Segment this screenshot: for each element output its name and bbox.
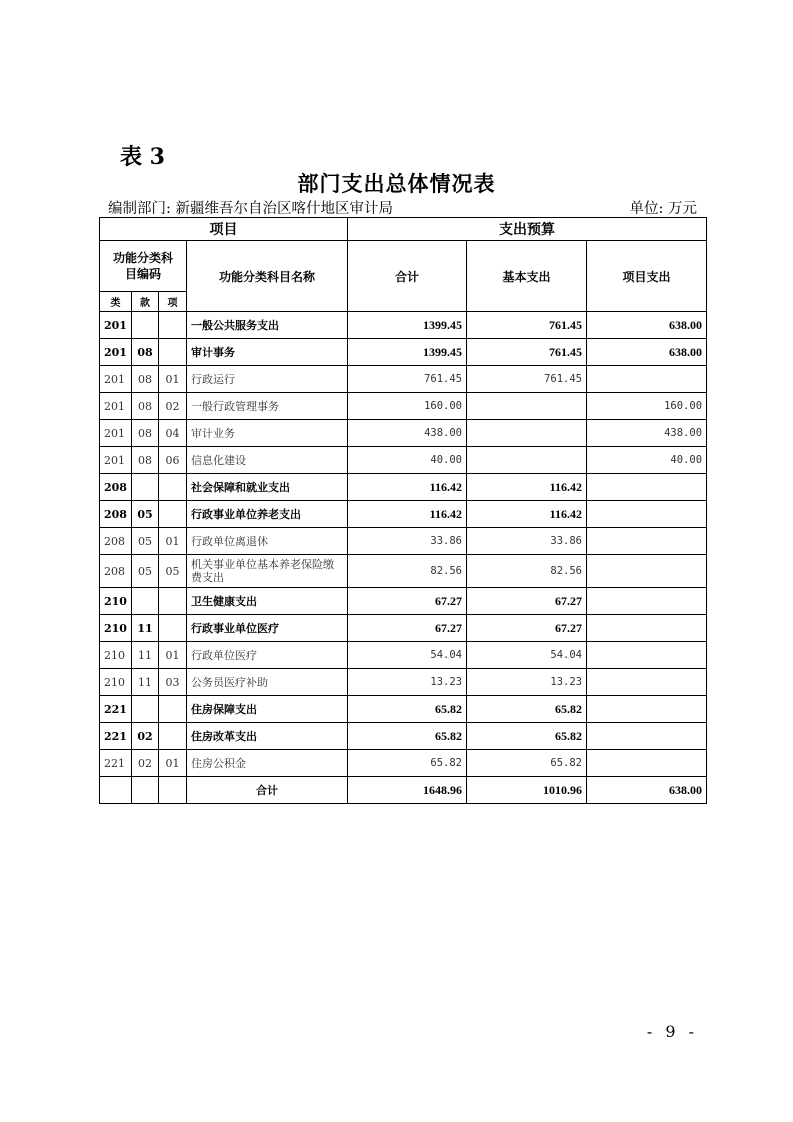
table-row xyxy=(100,528,707,555)
page-title: 部门支出总体情况表 xyxy=(297,171,496,196)
code-kuan: 08 xyxy=(132,447,159,474)
code-xiang: 03 xyxy=(159,669,187,696)
total-value: 761.45 xyxy=(348,366,467,393)
table-row xyxy=(100,312,707,339)
code-lei: 208 xyxy=(100,528,132,555)
basic-value: 65.82 xyxy=(467,723,587,750)
code-lei: 208 xyxy=(100,501,132,528)
item-name: 公务员医疗补助 xyxy=(187,669,348,696)
table-row xyxy=(100,669,707,696)
item-name: 行政单位医疗 xyxy=(187,642,348,669)
code-lei: 201 xyxy=(100,420,132,447)
item-name: 行政事业单位养老支出 xyxy=(187,501,348,528)
item-name: 社会保障和就业支出 xyxy=(187,474,348,501)
total-value: 65.82 xyxy=(348,696,467,723)
code-lei: 201 xyxy=(100,366,132,393)
code-xiang: 01 xyxy=(159,366,187,393)
item-name: 信息化建设 xyxy=(187,447,348,474)
item-name: 住房公积金 xyxy=(187,750,348,777)
code-lei: 221 xyxy=(100,723,132,750)
header-kuan: 款 xyxy=(132,292,159,312)
item-name: 行政单位离退休 xyxy=(187,528,348,555)
table-row xyxy=(100,555,707,588)
code-lei: 208 xyxy=(100,555,132,588)
totals-total: 1648.96 xyxy=(348,777,467,804)
code-xiang xyxy=(159,696,187,723)
header-total: 合计 xyxy=(348,241,467,312)
table-label: 表 3 xyxy=(120,144,165,170)
code-lei: 210 xyxy=(100,588,132,615)
project-value xyxy=(587,642,707,669)
table-row xyxy=(100,642,707,669)
project-value xyxy=(587,366,707,393)
item-name: 卫生健康支出 xyxy=(187,588,348,615)
code-xiang: 02 xyxy=(159,393,187,420)
code-kuan: 05 xyxy=(132,555,159,588)
code-lei: 210 xyxy=(100,642,132,669)
basic-value: 761.45 xyxy=(467,339,587,366)
total-value: 54.04 xyxy=(348,642,467,669)
total-value: 116.42 xyxy=(348,501,467,528)
basic-value: 116.42 xyxy=(467,501,587,528)
code-xiang: 01 xyxy=(159,528,187,555)
total-value: 65.82 xyxy=(348,723,467,750)
total-value: 1399.45 xyxy=(348,312,467,339)
basic-value: 65.82 xyxy=(467,696,587,723)
table-row xyxy=(100,420,707,447)
project-value xyxy=(587,474,707,501)
code-kuan: 11 xyxy=(132,642,159,669)
code-kuan: 08 xyxy=(132,366,159,393)
header-lei: 类 xyxy=(100,292,132,312)
empty-cell xyxy=(100,777,132,804)
table-row xyxy=(100,723,707,750)
code-xiang xyxy=(159,474,187,501)
item-name: 住房改革支出 xyxy=(187,723,348,750)
code-kuan: 08 xyxy=(132,420,159,447)
project-value: 638.00 xyxy=(587,312,707,339)
code-kuan: 08 xyxy=(132,339,159,366)
basic-value: 82.56 xyxy=(467,555,587,588)
code-xiang xyxy=(159,588,187,615)
code-lei: 201 xyxy=(100,339,132,366)
header-func-name: 功能分类科目名称 xyxy=(187,241,348,312)
code-lei: 210 xyxy=(100,615,132,642)
item-name: 审计业务 xyxy=(187,420,348,447)
basic-value: 33.86 xyxy=(467,528,587,555)
basic-value: 761.45 xyxy=(467,312,587,339)
code-xiang xyxy=(159,339,187,366)
table-row xyxy=(100,501,707,528)
code-xiang: 06 xyxy=(159,447,187,474)
item-name: 行政运行 xyxy=(187,366,348,393)
basic-value xyxy=(467,447,587,474)
basic-value xyxy=(467,393,587,420)
code-kuan: 11 xyxy=(132,669,159,696)
project-value xyxy=(587,528,707,555)
table-row xyxy=(100,588,707,615)
header-basic: 基本支出 xyxy=(467,241,587,312)
project-value xyxy=(587,615,707,642)
header-project-expenditure: 项目支出 xyxy=(587,241,707,312)
table-row xyxy=(100,339,707,366)
basic-value xyxy=(467,420,587,447)
basic-value: 761.45 xyxy=(467,366,587,393)
empty-cell xyxy=(159,777,187,804)
totals-basic: 1010.96 xyxy=(467,777,587,804)
header-project: 项目 xyxy=(100,218,348,241)
basic-value: 65.82 xyxy=(467,750,587,777)
total-value: 116.42 xyxy=(348,474,467,501)
code-xiang xyxy=(159,615,187,642)
basic-value: 54.04 xyxy=(467,642,587,669)
header-row-2 xyxy=(100,241,707,292)
code-xiang: 04 xyxy=(159,420,187,447)
basic-value: 116.42 xyxy=(467,474,587,501)
project-value xyxy=(587,696,707,723)
item-name: 一般公共服务支出 xyxy=(187,312,348,339)
project-value: 638.00 xyxy=(587,339,707,366)
code-kuan: 05 xyxy=(132,501,159,528)
code-kuan: 11 xyxy=(132,615,159,642)
table-row xyxy=(100,615,707,642)
total-value: 438.00 xyxy=(348,420,467,447)
project-value xyxy=(587,588,707,615)
total-value: 65.82 xyxy=(348,750,467,777)
code-xiang: 01 xyxy=(159,750,187,777)
item-name: 一般行政管理事务 xyxy=(187,393,348,420)
project-value xyxy=(587,669,707,696)
code-lei: 201 xyxy=(100,447,132,474)
table-row xyxy=(100,447,707,474)
total-value: 33.86 xyxy=(348,528,467,555)
item-name: 住房保障支出 xyxy=(187,696,348,723)
total-value: 40.00 xyxy=(348,447,467,474)
table-row xyxy=(100,393,707,420)
table-row xyxy=(100,696,707,723)
code-kuan: 05 xyxy=(132,528,159,555)
total-value: 82.56 xyxy=(348,555,467,588)
total-value: 67.27 xyxy=(348,615,467,642)
expenditure-table xyxy=(99,217,707,804)
header-row-1 xyxy=(100,218,707,241)
code-kuan xyxy=(132,312,159,339)
project-value xyxy=(587,750,707,777)
code-kuan xyxy=(132,696,159,723)
code-kuan: 02 xyxy=(132,723,159,750)
project-value xyxy=(587,723,707,750)
header-func-code: 功能分类科目编码 xyxy=(100,241,187,292)
code-lei: 221 xyxy=(100,696,132,723)
unit-label: 单位: 万元 xyxy=(629,201,697,217)
basic-value: 67.27 xyxy=(467,588,587,615)
item-name: 审计事务 xyxy=(187,339,348,366)
total-value: 1399.45 xyxy=(348,339,467,366)
empty-cell xyxy=(132,777,159,804)
code-xiang xyxy=(159,312,187,339)
project-value xyxy=(587,555,707,588)
basic-value: 13.23 xyxy=(467,669,587,696)
code-lei: 201 xyxy=(100,393,132,420)
code-kuan: 02 xyxy=(132,750,159,777)
code-kuan xyxy=(132,474,159,501)
code-lei: 221 xyxy=(100,750,132,777)
project-value: 160.00 xyxy=(587,393,707,420)
code-lei: 201 xyxy=(100,312,132,339)
code-xiang xyxy=(159,501,187,528)
code-kuan xyxy=(132,588,159,615)
total-value: 13.23 xyxy=(348,669,467,696)
item-name: 行政事业单位医疗 xyxy=(187,615,348,642)
total-value: 160.00 xyxy=(348,393,467,420)
code-lei: 210 xyxy=(100,669,132,696)
table-row xyxy=(100,366,707,393)
project-value: 438.00 xyxy=(587,420,707,447)
page-number: - 9 - xyxy=(646,1022,698,1041)
code-lei: 208 xyxy=(100,474,132,501)
org-label: 编制部门: 新疆维吾尔自治区喀什地区审计局 xyxy=(108,201,393,217)
project-value: 40.00 xyxy=(587,447,707,474)
basic-value: 67.27 xyxy=(467,615,587,642)
code-xiang: 01 xyxy=(159,642,187,669)
code-kuan: 08 xyxy=(132,393,159,420)
totals-label: 合计 xyxy=(187,777,348,804)
total-value: 67.27 xyxy=(348,588,467,615)
code-xiang xyxy=(159,723,187,750)
code-xiang: 05 xyxy=(159,555,187,588)
totals-project: 638.00 xyxy=(587,777,707,804)
header-xiang: 项 xyxy=(159,292,187,312)
project-value xyxy=(587,501,707,528)
totals-row xyxy=(100,777,707,804)
table-row xyxy=(100,750,707,777)
table-row xyxy=(100,474,707,501)
header-budget: 支出预算 xyxy=(348,218,707,241)
item-name: 机关事业单位基本养老保险缴费支出 xyxy=(187,555,348,588)
